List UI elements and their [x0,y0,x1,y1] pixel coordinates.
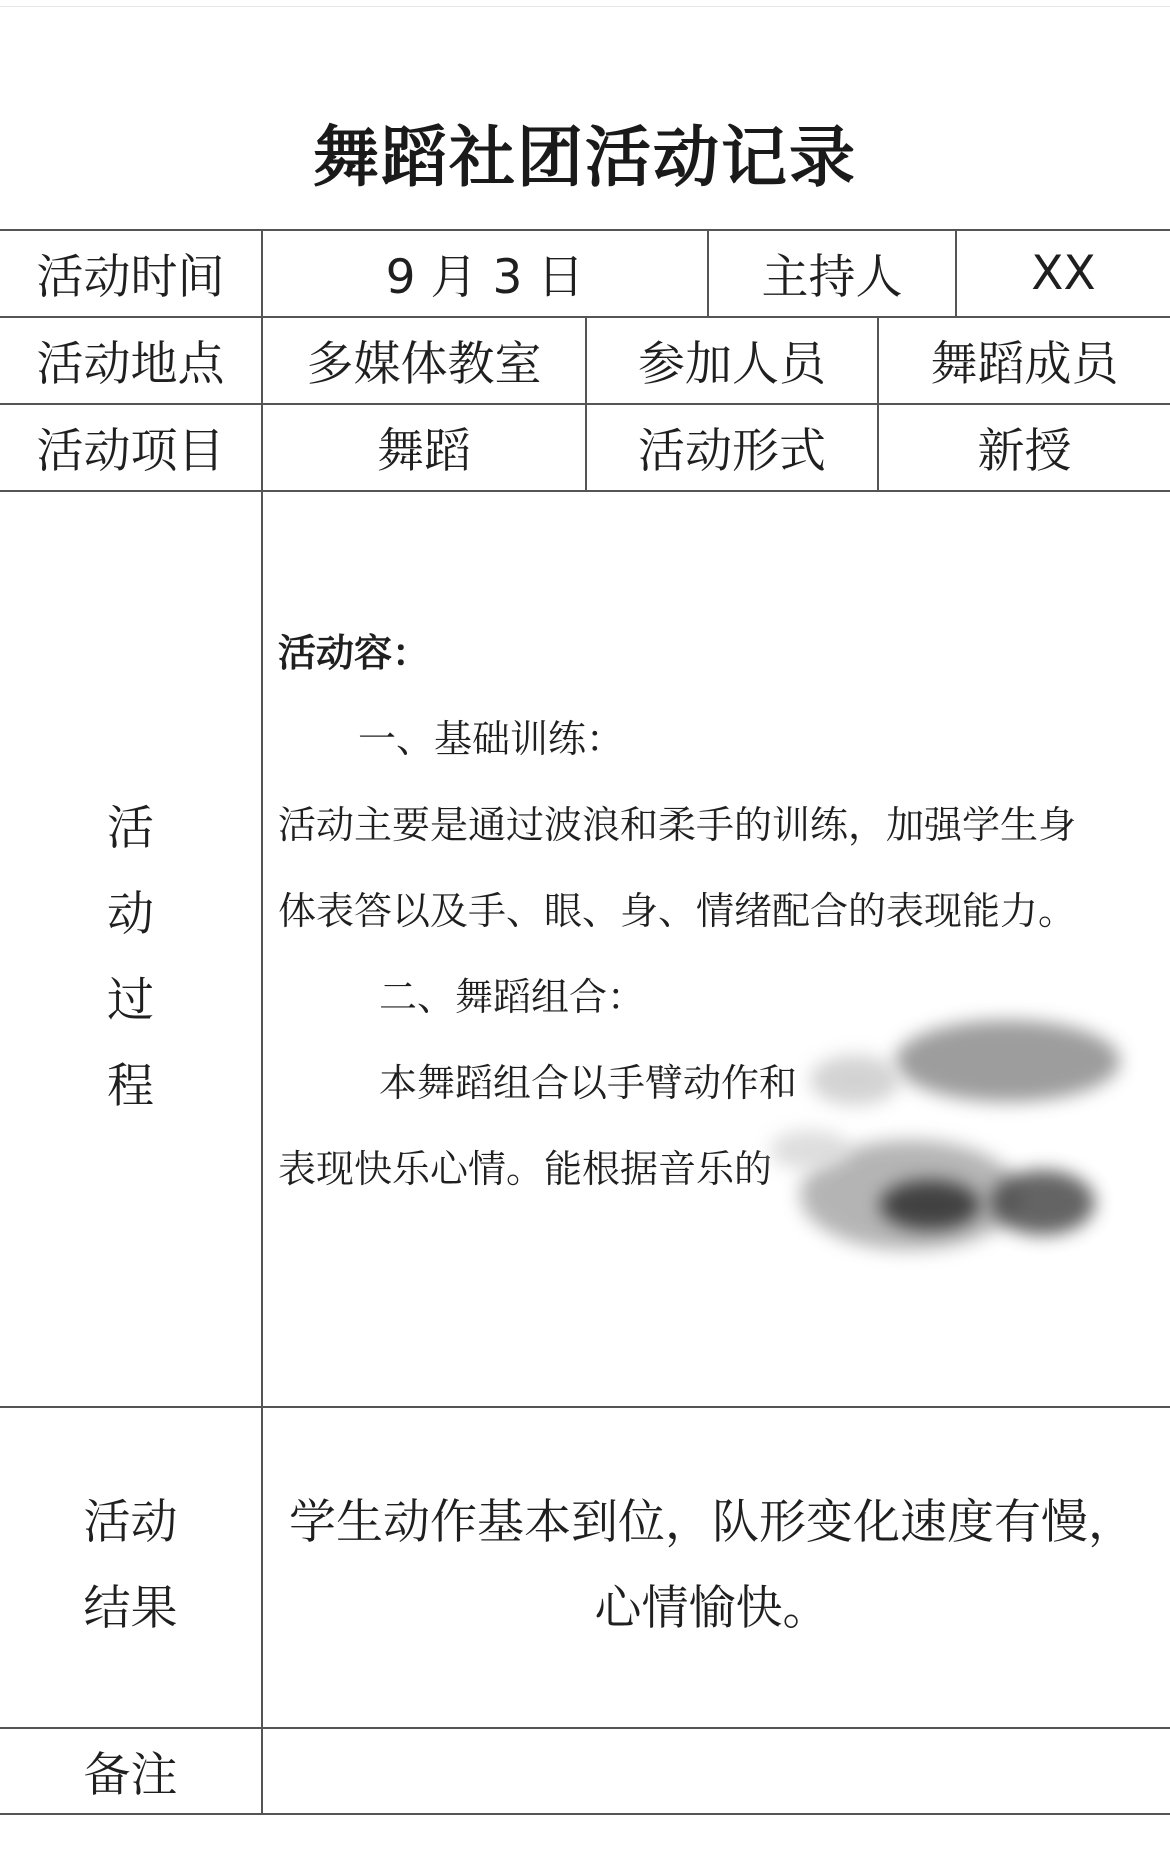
process-label-char: 程 [107,1059,154,1114]
activity-result-label [0,1480,261,1652]
activity-place-label: 活动地点 [36,337,225,392]
activity-form-label: 活动形式 [638,424,826,479]
section2-line1: 本舞蹈组合以手臂动作和 [379,1061,798,1105]
process-label-char: 活 [107,801,154,856]
section1-line1: 活动主要是通过波浪和柔手的训练，加强学生身 [278,803,1077,847]
remarks-label: 备注 [83,1747,178,1803]
activity-form-value: 新授 [977,424,1072,479]
result-label-line: 活动 [83,1495,178,1550]
result-label-line: 结果 [83,1581,178,1636]
section1-title: 一、基础训练： [358,717,625,761]
top-rule [0,6,1170,7]
activity-result-text [263,1480,1161,1652]
section2-line2: 表现快乐心情。能根据音乐的 [278,1147,773,1191]
host-label: 主持人 [761,250,903,305]
process-label-char: 动 [107,887,154,942]
process-label-char: 过 [107,973,154,1028]
activity-time-value: 9 月 3 日 [385,250,585,305]
host-value: XX [1031,246,1096,301]
result-text-line: 心情愉快。 [594,1581,830,1636]
activity-process-label [0,786,261,1130]
result-text-line: 学生动作基本到位，队形变化速度有慢， [289,1495,1135,1550]
section2-title: 二、舞蹈组合： [379,975,646,1019]
process-heading: 活动容： [278,631,431,675]
remarks-value [263,1729,1170,1813]
page-title: 舞蹈社团活动记录 [313,119,857,196]
activity-project-value: 舞蹈 [377,424,471,479]
participants-label: 参加人员 [638,337,826,392]
activity-place-value: 多媒体教室 [306,337,542,392]
participants-value: 舞蹈成员 [930,337,1119,392]
activity-project-label: 活动项目 [36,424,225,479]
section1-line2: 体表答以及手、眼、身、情绪配合的表现能力。 [278,889,1077,933]
activity-time-label: 活动时间 [36,250,225,305]
